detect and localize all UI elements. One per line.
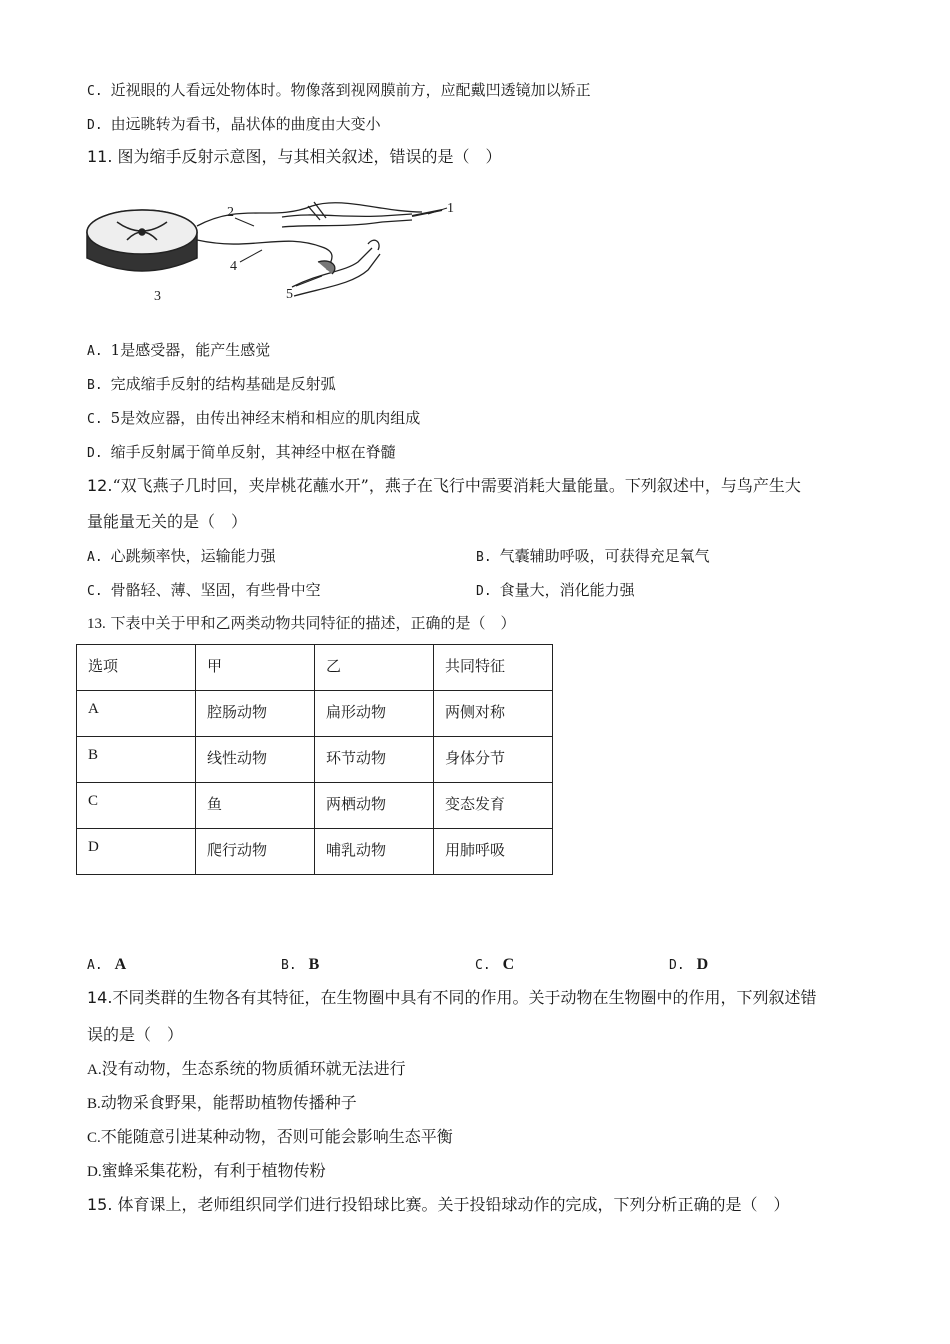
q14-option-a xyxy=(87,1059,406,1080)
question-text: 误的是（ ） xyxy=(87,1025,184,1044)
option-letter: D. xyxy=(87,118,103,133)
q14-option-d xyxy=(87,1161,326,1182)
option-text: 1是感受器，能产生感觉 xyxy=(110,341,271,359)
table-row xyxy=(77,829,553,875)
label-2: 2 xyxy=(227,205,234,220)
table-cell: 两栖动物 xyxy=(315,783,434,829)
option-letter: D. xyxy=(87,1164,102,1180)
option-letter: C. xyxy=(87,584,103,599)
option-letter: C. xyxy=(87,1130,101,1146)
question-number: 12. xyxy=(87,476,113,495)
q12-stem-line2 xyxy=(87,512,247,532)
question-number: 15. xyxy=(87,1195,113,1214)
table-header-cell: 共同特征 xyxy=(434,645,553,691)
q11-option-a xyxy=(87,340,270,362)
question-text: “双飞燕子几时回，夹岸桃花蘸水开”，燕子在飞行中需要消耗大量能量。下列叙述中，与鸟产生大 xyxy=(112,476,801,495)
q11-option-c xyxy=(87,408,420,430)
q15-stem xyxy=(87,1195,790,1215)
q12-option-d xyxy=(476,580,635,602)
table-cell: A xyxy=(77,691,196,737)
option-text: D xyxy=(696,956,709,973)
table-cell: 环节动物 xyxy=(315,737,434,783)
option-text: 缩手反射属于简单反射，其神经中枢在脊髓 xyxy=(110,443,396,461)
animal-features-table xyxy=(76,644,553,875)
q13-option-c xyxy=(475,954,514,976)
table-cell: 线性动物 xyxy=(196,737,315,783)
table-cell: 鱼 xyxy=(196,783,315,829)
option-letter: B. xyxy=(87,1096,101,1112)
option-text: 5是效应器，由传出神经末梢和相应的肌肉组成 xyxy=(110,409,421,427)
label-1: 1 xyxy=(447,201,454,216)
table-cell: 哺乳动物 xyxy=(315,829,434,875)
label-5: 5 xyxy=(286,287,293,302)
question-text: 图为缩手反射示意图，与其相关叙述，错误的是（ ） xyxy=(117,147,502,166)
table-header-cell: 选项 xyxy=(77,645,196,691)
spinal-cord-image xyxy=(87,210,197,271)
q14-option-c xyxy=(87,1127,453,1148)
q13-stem xyxy=(87,613,516,634)
option-letter: C. xyxy=(87,84,103,99)
option-text: 骨骼轻、薄、坚固，有些骨中空 xyxy=(110,581,321,599)
table-header-cell: 乙 xyxy=(315,645,434,691)
question-text: 量能量无关的是（ ） xyxy=(87,512,248,531)
label-4: 4 xyxy=(230,259,237,274)
table-header-cell: 甲 xyxy=(196,645,315,691)
table-cell: D xyxy=(77,829,196,875)
table-row xyxy=(77,737,553,783)
option-letter: B. xyxy=(476,550,492,565)
table-row xyxy=(77,783,553,829)
option-text: A xyxy=(114,956,127,973)
q13-option-b xyxy=(281,954,319,976)
option-text: 近视眼的人看远处物体时。物像落到视网膜前方，应配戴凹透镜加以矫正 xyxy=(110,81,591,99)
q14-option-b xyxy=(87,1093,357,1114)
q12-option-c xyxy=(87,580,321,602)
option-letter: C. xyxy=(87,412,103,427)
option-text: 蜜蜂采集花粉，有利于植物传粉 xyxy=(101,1161,326,1180)
option-letter: A. xyxy=(87,550,103,565)
figure-labels xyxy=(154,201,454,304)
table-cell: 身体分节 xyxy=(434,737,553,783)
arm-effector-image xyxy=(292,240,380,296)
q12-option-b xyxy=(476,546,710,568)
option-letter: A. xyxy=(87,1062,102,1078)
table-cell: 腔肠动物 xyxy=(196,691,315,737)
question-text: 体育课上，老师组织同学们进行投铅球比赛。关于投铅球动作的完成，下列分析正确的是（ ） xyxy=(117,1195,790,1214)
question-number: 14. xyxy=(87,988,113,1007)
q11-stem xyxy=(87,147,502,167)
q12-option-a xyxy=(87,546,276,568)
option-text: 食量大，消化能力强 xyxy=(499,581,635,599)
table-cell: 用肺呼吸 xyxy=(434,829,553,875)
question-number: 11. xyxy=(87,147,113,166)
table-row xyxy=(77,691,553,737)
q13-option-a xyxy=(87,954,126,976)
option-letter: A. xyxy=(87,344,103,359)
question-number: 13. xyxy=(87,616,106,632)
option-text: 心跳频率快，运输能力强 xyxy=(110,547,276,565)
reflex-arc-figure xyxy=(82,192,462,304)
option-text: 由远眺转为看书，晶状体的曲度由大变小 xyxy=(110,115,381,133)
option-text: 完成缩手反射的结构基础是反射弧 xyxy=(110,375,336,393)
table-header-row xyxy=(77,645,553,691)
option-text: C xyxy=(502,956,515,973)
table-cell: 扁形动物 xyxy=(315,691,434,737)
option-text: 没有动物，生态系统的物质循环就无法进行 xyxy=(101,1059,406,1078)
q11-option-b xyxy=(87,374,336,396)
question-text: 不同类群的生物各有其特征，在生物圈中具有不同的作用。关于动物在生物圈中的作用，下列叙述错 xyxy=(112,988,817,1007)
question-text: 下表中关于甲和乙两类动物共同特征的描述，正确的是（ ） xyxy=(110,614,516,632)
table-cell: B xyxy=(77,737,196,783)
option-letter: B. xyxy=(87,378,103,393)
option-text: 气囊辅助呼吸，可获得充足氧气 xyxy=(499,547,710,565)
q12-stem-line1 xyxy=(87,476,801,496)
option-letter: B. xyxy=(281,958,297,973)
option-text: 不能随意引进某种动物，否则可能会影响生态平衡 xyxy=(100,1127,453,1146)
q14-stem-line1 xyxy=(87,988,816,1008)
q10-option-c xyxy=(87,80,591,102)
table-cell: 爬行动物 xyxy=(196,829,315,875)
option-letter: D. xyxy=(669,958,685,973)
option-text: B xyxy=(308,956,320,973)
option-letter: D. xyxy=(87,446,103,461)
option-letter: C. xyxy=(475,958,491,973)
q10-option-d xyxy=(87,114,381,136)
option-letter: D. xyxy=(476,584,492,599)
table-cell: 两侧对称 xyxy=(434,691,553,737)
q13-option-d xyxy=(669,954,708,976)
label-3: 3 xyxy=(154,289,161,304)
option-text: 动物采食野果，能帮助植物传播种子 xyxy=(100,1093,357,1112)
option-letter: A. xyxy=(87,958,103,973)
q11-option-d xyxy=(87,442,396,464)
q14-stem-line2 xyxy=(87,1025,183,1045)
table-cell: 变态发育 xyxy=(434,783,553,829)
table-cell: C xyxy=(77,783,196,829)
